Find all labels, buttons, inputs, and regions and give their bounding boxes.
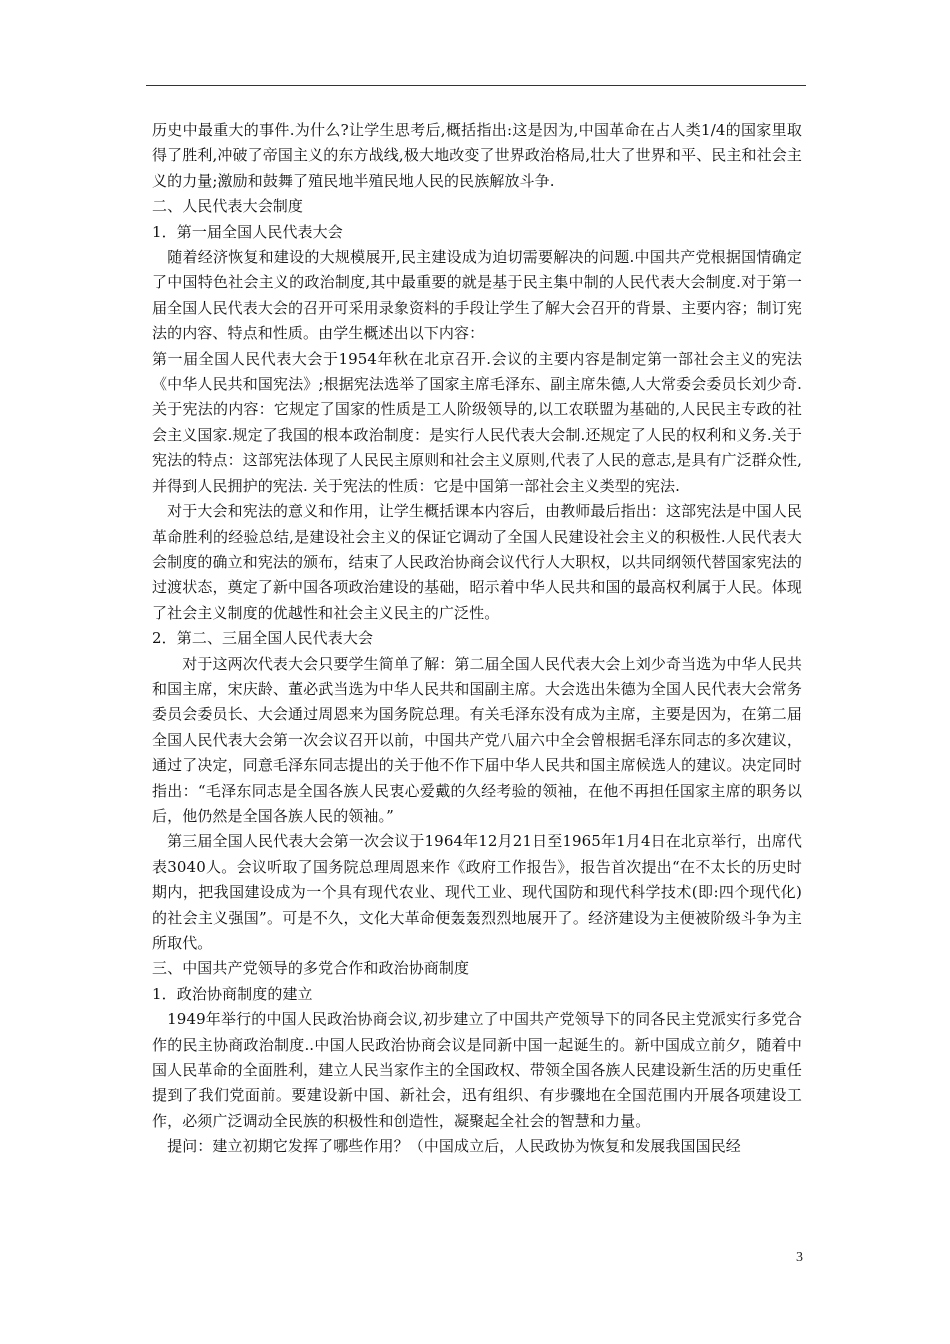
paragraph: 随着经济恢复和建设的大规模展开,民主建设成为迫切需要解决的问题.中国共产党根据国情确定了中国特色社会主义的政治制度,其中最重要的就是基于民主集中制的人民代表大会制度.对于第一届全国人民代表大会的召开可采用录象资料的手段让学生了解大会召开的背景、主要内容；制订宪法的内容、特点和性质。由学生概述出以下内容：	[152, 248, 802, 343]
paragraph: 第一届全国人民代表大会于1954年秋在北京召开.会议的主要内容是制定第一部社会主义的宪法《中华人民共和国宪法》;根据宪法选举了国家主席毛泽东、副主席朱德,人大常委会委员长刘少奇.关于宪法的内容：它规定了国家的性质是工人阶级领导的,以工农联盟为基础的,人民民主专政的社会主义国家.规定了我国的根本政治制度：是实行人民代表大会制.还规定了人民的权利和义务.关于宪法的特点：这部宪法体现了人民民主原则和社会主义原则,代表了人民的意志,是具有广泛群众性,并得到人民拥护的宪法. 关于宪法的性质：它是中国第一部社会主义类型的宪法.	[152, 349, 802, 495]
section-heading: 二、人民代表大会制度	[152, 197, 304, 216]
paragraph: 第三届全国人民代表大会第一次会议于1964年12月21日至1965年1月4日在北京举行，出席代表3040人。会议听取了国务院总理周恩来作《政府工作报告》，报告首次提出“在不太长的历史时期内，把我国建设成为一个具有现代农业、现代工业、现代国防和现代科学技术(即:四个现代化)的社会主义强国”。可是不久，文化大革命便轰轰烈烈地展开了。经济建设为主便被阶级斗争为主所取代。	[152, 832, 802, 952]
subsection-heading: 1．政治协商制度的建立	[152, 984, 313, 1003]
subsection-heading: 1．第一届全国人民代表大会	[152, 222, 343, 241]
paragraph: 历史中最重大的事件.为什么?让学生思考后,概括指出:这是因为,中国革命在占人类1/4的国家里取得了胜利,冲破了帝国主义的东方战线,极大地改变了世界政治格局,壮大了世界和平、民主和社会主义的力量;激励和鼓舞了殖民地半殖民地人民的民族解放斗争.	[152, 121, 802, 190]
body-text	[152, 118, 802, 1160]
page-number: 3	[796, 1250, 803, 1265]
paragraph: 1949年举行的中国人民政治协商会议,初步建立了中国共产党领导下的同各民主党派实行多党合作的民主协商政治制度..中国人民政治协商会议是同新中国一起诞生的。新中国成立前夕，随着中国人民革命的全面胜利，建立人民当家作主的全国政权、带领全国各族人民建设新生活的历史重任提到了我们党面前。要建设新中国、新社会，迅有组织、有步骤地在全国范围内开展各项建设工作，必须广泛调动全民族的积极性和创造性，凝聚起全社会的智慧和力量。	[152, 1010, 802, 1130]
header-rule	[146, 85, 806, 86]
paragraph: 提问：建立初期它发挥了哪些作用？（中国成立后，人民政协为恢复和发展我国国民经	[152, 1137, 741, 1156]
subsection-heading: 2．第二、三届全国人民代表大会	[152, 629, 374, 648]
paragraph: 对于大会和宪法的意义和作用，让学生概括课本内容后，由教师最后指出：这部宪法是中国人民革命胜利的经验总结,是建设社会主义的保证它调动了全国人民建设社会主义的积极性.人民代表大会制度的确立和宪法的颁布，结束了人民政治协商会议代行人大职权，以共同纲领代替国家宪法的过渡状态，奠定了新中国各项政治建设的基础，昭示着中华人民共和国的最高权利属于人民。体现了社会主义制度的优越性和社会主义民主的广泛性。	[152, 502, 802, 622]
paragraph: 对于这两次代表大会只要学生简单了解：第二届全国人民代表大会上刘少奇当选为中华人民共和国主席，宋庆龄、董必武当选为中华人民共和国副主席。大会选出朱德为全国人民代表大会常务委员会委员长、大会通过周恩来为国务院总理。有关毛泽东没有成为主席，主要是因为，在第二届全国人民代表大会第一次会议召开以前，中国共产党八届六中全会曾根据毛泽东同志的多次建议，通过了决定，同意毛泽东同志提出的关于他不作下届中华人民共和国主席候选人的建议。决定同时指出：“毛泽东同志是全国各族人民衷心爱戴的久经考验的领袖，在他不再担任国家主席的职务以后，他仍然是全国各族人民的领袖。”	[152, 654, 802, 825]
section-heading: 三、中国共产党领导的多党合作和政治协商制度	[152, 959, 470, 978]
